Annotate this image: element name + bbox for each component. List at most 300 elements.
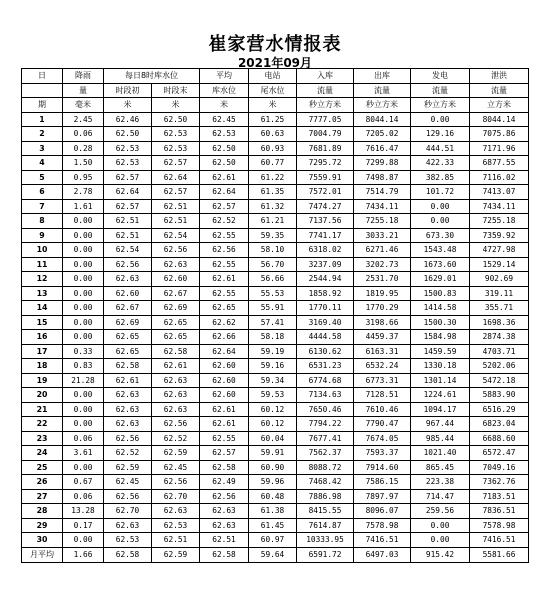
value-cell: 7205.02 bbox=[354, 127, 411, 142]
value-cell: 2531.70 bbox=[354, 272, 411, 287]
table-row bbox=[22, 475, 529, 490]
header-cell bbox=[22, 83, 63, 98]
value-cell: 0.00 bbox=[63, 228, 104, 243]
value-cell: 59.16 bbox=[249, 359, 297, 374]
header-cell: 降雨 bbox=[63, 69, 104, 84]
value-cell: 60.90 bbox=[249, 460, 297, 475]
header-cell: 流量 bbox=[470, 83, 529, 98]
table-row bbox=[22, 156, 529, 171]
value-cell: 0.00 bbox=[411, 199, 470, 214]
header-cell: 电站 bbox=[249, 69, 297, 84]
table-row bbox=[22, 141, 529, 156]
value-cell: 21.28 bbox=[63, 373, 104, 388]
day-cell: 4 bbox=[22, 156, 63, 171]
value-cell: 0.00 bbox=[411, 533, 470, 548]
value-cell: 4727.98 bbox=[470, 243, 529, 258]
value-cell: 7562.37 bbox=[297, 446, 354, 461]
value-cell: 7578.98 bbox=[470, 518, 529, 533]
value-cell: 62.53 bbox=[104, 533, 152, 548]
value-cell: 2.45 bbox=[63, 112, 104, 127]
value-cell: 62.58 bbox=[200, 460, 249, 475]
value-cell: 60.12 bbox=[249, 417, 297, 432]
value-cell: 6572.47 bbox=[470, 446, 529, 461]
day-cell: 8 bbox=[22, 214, 63, 229]
average-label: 月平均 bbox=[22, 547, 63, 562]
value-cell: 7416.51 bbox=[470, 533, 529, 548]
value-cell: 1414.58 bbox=[411, 301, 470, 316]
value-cell: 0.00 bbox=[411, 112, 470, 127]
table-row bbox=[22, 489, 529, 504]
value-cell: 259.56 bbox=[411, 504, 470, 519]
value-cell: 7255.18 bbox=[470, 214, 529, 229]
value-cell: 7674.05 bbox=[354, 431, 411, 446]
table-row bbox=[22, 315, 529, 330]
value-cell: 7741.17 bbox=[297, 228, 354, 243]
report-month: 2021年09月 bbox=[237, 56, 313, 70]
value-cell: 7790.47 bbox=[354, 417, 411, 432]
table-row bbox=[22, 243, 529, 258]
value-cell: 0.00 bbox=[63, 214, 104, 229]
value-cell: 7559.91 bbox=[297, 170, 354, 185]
value-cell: 7498.87 bbox=[354, 170, 411, 185]
value-cell: 7794.22 bbox=[297, 417, 354, 432]
value-cell: 62.59 bbox=[104, 460, 152, 475]
value-cell: 62.65 bbox=[152, 330, 200, 345]
day-cell: 1 bbox=[22, 112, 63, 127]
value-cell: 0.00 bbox=[63, 330, 104, 345]
value-cell: 1543.48 bbox=[411, 243, 470, 258]
value-cell: 7183.51 bbox=[470, 489, 529, 504]
header-cell: 米 bbox=[152, 98, 200, 113]
value-cell: 59.96 bbox=[249, 475, 297, 490]
water-report-table bbox=[21, 68, 529, 563]
average-cell: 6497.03 bbox=[354, 547, 411, 562]
header-cell: 米 bbox=[249, 98, 297, 113]
value-cell: 62.67 bbox=[104, 301, 152, 316]
value-cell: 714.47 bbox=[411, 489, 470, 504]
table-row bbox=[22, 402, 529, 417]
value-cell: 62.66 bbox=[200, 330, 249, 345]
value-cell: 7914.60 bbox=[354, 460, 411, 475]
day-cell: 28 bbox=[22, 504, 63, 519]
value-cell: 673.30 bbox=[411, 228, 470, 243]
header-row-3 bbox=[22, 98, 529, 113]
value-cell: 3202.73 bbox=[354, 257, 411, 272]
value-cell: 1021.40 bbox=[411, 446, 470, 461]
value-cell: 62.63 bbox=[200, 504, 249, 519]
value-cell: 62.56 bbox=[152, 417, 200, 432]
value-cell: 60.12 bbox=[249, 402, 297, 417]
header-cell: 米 bbox=[200, 98, 249, 113]
table-row bbox=[22, 460, 529, 475]
value-cell: 7116.02 bbox=[470, 170, 529, 185]
header-cell: 库水位 bbox=[200, 83, 249, 98]
value-cell: 7359.92 bbox=[470, 228, 529, 243]
value-cell: 61.32 bbox=[249, 199, 297, 214]
day-cell: 10 bbox=[22, 243, 63, 258]
value-cell: 62.62 bbox=[200, 315, 249, 330]
value-cell: 7171.96 bbox=[470, 141, 529, 156]
value-cell: 61.38 bbox=[249, 504, 297, 519]
value-cell: 62.63 bbox=[152, 388, 200, 403]
value-cell: 62.69 bbox=[104, 315, 152, 330]
value-cell: 55.53 bbox=[249, 286, 297, 301]
value-cell: 62.61 bbox=[200, 272, 249, 287]
value-cell: 7616.47 bbox=[354, 141, 411, 156]
value-cell: 62.64 bbox=[152, 170, 200, 185]
value-cell: 1629.01 bbox=[411, 272, 470, 287]
average-cell: 1.66 bbox=[63, 547, 104, 562]
value-cell: 7137.56 bbox=[297, 214, 354, 229]
value-cell: 2874.38 bbox=[470, 330, 529, 345]
value-cell: 6516.29 bbox=[470, 402, 529, 417]
value-cell: 7614.87 bbox=[297, 518, 354, 533]
value-cell: 1698.36 bbox=[470, 315, 529, 330]
value-cell: 62.45 bbox=[104, 475, 152, 490]
value-cell: 59.19 bbox=[249, 344, 297, 359]
value-cell: 3198.66 bbox=[354, 315, 411, 330]
value-cell: 62.63 bbox=[104, 417, 152, 432]
value-cell: 62.45 bbox=[200, 112, 249, 127]
value-cell: 0.00 bbox=[63, 417, 104, 432]
value-cell: 62.56 bbox=[152, 475, 200, 490]
value-cell: 62.57 bbox=[152, 185, 200, 200]
average-cell: 915.42 bbox=[411, 547, 470, 562]
value-cell: 7299.88 bbox=[354, 156, 411, 171]
value-cell: 6532.24 bbox=[354, 359, 411, 374]
header-cell: 尾水位 bbox=[249, 83, 297, 98]
header-cell: 时段初 bbox=[104, 83, 152, 98]
value-cell: 6271.46 bbox=[354, 243, 411, 258]
day-cell: 23 bbox=[22, 431, 63, 446]
value-cell: 62.63 bbox=[152, 257, 200, 272]
value-cell: 1224.61 bbox=[411, 388, 470, 403]
day-cell: 25 bbox=[22, 460, 63, 475]
value-cell: 60.97 bbox=[249, 533, 297, 548]
value-cell: 62.56 bbox=[200, 489, 249, 504]
value-cell: 62.56 bbox=[104, 431, 152, 446]
value-cell: 0.00 bbox=[63, 243, 104, 258]
value-cell: 62.53 bbox=[152, 518, 200, 533]
value-cell: 0.00 bbox=[63, 460, 104, 475]
value-cell: 57.41 bbox=[249, 315, 297, 330]
value-cell: 59.53 bbox=[249, 388, 297, 403]
value-cell: 5202.06 bbox=[470, 359, 529, 374]
day-cell: 14 bbox=[22, 301, 63, 316]
value-cell: 2.78 bbox=[63, 185, 104, 200]
value-cell: 62.65 bbox=[152, 315, 200, 330]
day-cell: 9 bbox=[22, 228, 63, 243]
day-cell: 22 bbox=[22, 417, 63, 432]
value-cell: 0.00 bbox=[63, 402, 104, 417]
day-cell: 6 bbox=[22, 185, 63, 200]
header-cell: 日 bbox=[22, 69, 63, 84]
value-cell: 8096.07 bbox=[354, 504, 411, 519]
day-cell: 11 bbox=[22, 257, 63, 272]
table-row bbox=[22, 199, 529, 214]
table-row bbox=[22, 446, 529, 461]
value-cell: 0.00 bbox=[411, 214, 470, 229]
value-cell: 7610.46 bbox=[354, 402, 411, 417]
day-cell: 17 bbox=[22, 344, 63, 359]
value-cell: 55.91 bbox=[249, 301, 297, 316]
average-cell: 6591.72 bbox=[297, 547, 354, 562]
header-cell: 流量 bbox=[297, 83, 354, 98]
value-cell: 5472.18 bbox=[470, 373, 529, 388]
value-cell: 60.93 bbox=[249, 141, 297, 156]
value-cell: 62.57 bbox=[200, 446, 249, 461]
value-cell: 62.63 bbox=[104, 402, 152, 417]
day-cell: 20 bbox=[22, 388, 63, 403]
value-cell: 62.63 bbox=[104, 518, 152, 533]
value-cell: 60.04 bbox=[249, 431, 297, 446]
value-cell: 56.70 bbox=[249, 257, 297, 272]
value-cell: 7434.11 bbox=[354, 199, 411, 214]
header-cell: 平均 bbox=[200, 69, 249, 84]
value-cell: 62.63 bbox=[104, 272, 152, 287]
value-cell: 0.83 bbox=[63, 359, 104, 374]
value-cell: 62.57 bbox=[104, 170, 152, 185]
value-cell: 62.55 bbox=[200, 257, 249, 272]
table-row bbox=[22, 301, 529, 316]
value-cell: 62.49 bbox=[200, 475, 249, 490]
value-cell: 7836.51 bbox=[470, 504, 529, 519]
value-cell: 7128.51 bbox=[354, 388, 411, 403]
value-cell: 62.57 bbox=[200, 199, 249, 214]
value-cell: 6318.02 bbox=[297, 243, 354, 258]
value-cell: 62.51 bbox=[104, 228, 152, 243]
value-cell: 61.35 bbox=[249, 185, 297, 200]
value-cell: 62.54 bbox=[104, 243, 152, 258]
value-cell: 1673.60 bbox=[411, 257, 470, 272]
value-cell: 61.45 bbox=[249, 518, 297, 533]
table-row bbox=[22, 373, 529, 388]
value-cell: 59.35 bbox=[249, 228, 297, 243]
value-cell: 7777.05 bbox=[297, 112, 354, 127]
value-cell: 62.61 bbox=[200, 417, 249, 432]
value-cell: 1094.17 bbox=[411, 402, 470, 417]
value-cell: 1770.11 bbox=[297, 301, 354, 316]
header-cell: 毫米 bbox=[63, 98, 104, 113]
value-cell: 0.00 bbox=[63, 533, 104, 548]
header-cell: 秒立方米 bbox=[411, 98, 470, 113]
value-cell: 62.69 bbox=[152, 301, 200, 316]
value-cell: 5883.90 bbox=[470, 388, 529, 403]
value-cell: 7416.51 bbox=[354, 533, 411, 548]
value-cell: 62.61 bbox=[200, 402, 249, 417]
value-cell: 62.58 bbox=[104, 359, 152, 374]
header-cell: 秒立方米 bbox=[297, 98, 354, 113]
value-cell: 62.65 bbox=[200, 301, 249, 316]
value-cell: 444.51 bbox=[411, 141, 470, 156]
day-cell: 3 bbox=[22, 141, 63, 156]
value-cell: 61.21 bbox=[249, 214, 297, 229]
table-row bbox=[22, 228, 529, 243]
table-row bbox=[22, 286, 529, 301]
value-cell: 62.50 bbox=[152, 112, 200, 127]
value-cell: 62.52 bbox=[152, 431, 200, 446]
value-cell: 0.67 bbox=[63, 475, 104, 490]
average-cell: 62.58 bbox=[200, 547, 249, 562]
value-cell: 62.63 bbox=[152, 373, 200, 388]
value-cell: 1819.95 bbox=[354, 286, 411, 301]
value-cell: 62.60 bbox=[152, 272, 200, 287]
value-cell: 7593.37 bbox=[354, 446, 411, 461]
value-cell: 6531.23 bbox=[297, 359, 354, 374]
value-cell: 7134.63 bbox=[297, 388, 354, 403]
day-cell: 18 bbox=[22, 359, 63, 374]
day-cell: 27 bbox=[22, 489, 63, 504]
value-cell: 1.50 bbox=[63, 156, 104, 171]
value-cell: 10333.95 bbox=[297, 533, 354, 548]
value-cell: 62.70 bbox=[104, 504, 152, 519]
header-cell: 流量 bbox=[354, 83, 411, 98]
value-cell: 7650.46 bbox=[297, 402, 354, 417]
value-cell: 62.63 bbox=[152, 504, 200, 519]
value-cell: 59.34 bbox=[249, 373, 297, 388]
value-cell: 7413.07 bbox=[470, 185, 529, 200]
value-cell: 62.50 bbox=[200, 156, 249, 171]
value-cell: 8415.55 bbox=[297, 504, 354, 519]
value-cell: 6823.04 bbox=[470, 417, 529, 432]
value-cell: 62.55 bbox=[200, 228, 249, 243]
average-cell: 59.64 bbox=[249, 547, 297, 562]
value-cell: 3169.40 bbox=[297, 315, 354, 330]
value-cell: 6877.55 bbox=[470, 156, 529, 171]
value-cell: 1.61 bbox=[63, 199, 104, 214]
value-cell: 4703.71 bbox=[470, 344, 529, 359]
value-cell: 967.44 bbox=[411, 417, 470, 432]
value-cell: 3033.21 bbox=[354, 228, 411, 243]
value-cell: 62.51 bbox=[152, 199, 200, 214]
value-cell: 1858.92 bbox=[297, 286, 354, 301]
value-cell: 1529.14 bbox=[470, 257, 529, 272]
value-cell: 7075.86 bbox=[470, 127, 529, 142]
day-cell: 16 bbox=[22, 330, 63, 345]
value-cell: 62.53 bbox=[200, 127, 249, 142]
value-cell: 8044.14 bbox=[354, 112, 411, 127]
value-cell: 62.45 bbox=[152, 460, 200, 475]
header-cell: 每日8时库水位 bbox=[104, 69, 200, 84]
value-cell: 7362.76 bbox=[470, 475, 529, 490]
value-cell: 62.58 bbox=[152, 344, 200, 359]
value-cell: 7468.42 bbox=[297, 475, 354, 490]
value-cell: 62.52 bbox=[104, 446, 152, 461]
day-cell: 19 bbox=[22, 373, 63, 388]
day-cell: 24 bbox=[22, 446, 63, 461]
value-cell: 62.51 bbox=[104, 214, 152, 229]
value-cell: 382.85 bbox=[411, 170, 470, 185]
value-cell: 7049.16 bbox=[470, 460, 529, 475]
average-cell: 62.58 bbox=[104, 547, 152, 562]
value-cell: 62.65 bbox=[104, 344, 152, 359]
value-cell: 62.63 bbox=[152, 402, 200, 417]
table-row bbox=[22, 344, 529, 359]
value-cell: 0.95 bbox=[63, 170, 104, 185]
value-cell: 7681.89 bbox=[297, 141, 354, 156]
value-cell: 0.00 bbox=[63, 301, 104, 316]
value-cell: 7295.72 bbox=[297, 156, 354, 171]
value-cell: 6774.68 bbox=[297, 373, 354, 388]
value-cell: 985.44 bbox=[411, 431, 470, 446]
value-cell: 62.56 bbox=[104, 257, 152, 272]
value-cell: 62.57 bbox=[104, 199, 152, 214]
value-cell: 7578.98 bbox=[354, 518, 411, 533]
table-row bbox=[22, 504, 529, 519]
value-cell: 58.18 bbox=[249, 330, 297, 345]
value-cell: 1330.18 bbox=[411, 359, 470, 374]
value-cell: 62.51 bbox=[152, 533, 200, 548]
table-row bbox=[22, 112, 529, 127]
value-cell: 7572.01 bbox=[297, 185, 354, 200]
table-row bbox=[22, 431, 529, 446]
header-cell: 时段末 bbox=[152, 83, 200, 98]
value-cell: 62.60 bbox=[200, 388, 249, 403]
header-cell: 流量 bbox=[411, 83, 470, 98]
day-cell: 13 bbox=[22, 286, 63, 301]
value-cell: 62.55 bbox=[200, 286, 249, 301]
table-row bbox=[22, 214, 529, 229]
header-cell: 发电 bbox=[411, 69, 470, 84]
value-cell: 61.22 bbox=[249, 170, 297, 185]
value-cell: 62.53 bbox=[104, 156, 152, 171]
value-cell: 865.45 bbox=[411, 460, 470, 475]
monthly-average-row bbox=[22, 547, 529, 562]
value-cell: 355.71 bbox=[470, 301, 529, 316]
value-cell: 62.51 bbox=[200, 533, 249, 548]
header-cell: 秒立方米 bbox=[354, 98, 411, 113]
value-cell: 7004.79 bbox=[297, 127, 354, 142]
value-cell: 2544.94 bbox=[297, 272, 354, 287]
value-cell: 62.56 bbox=[104, 489, 152, 504]
value-cell: 7586.15 bbox=[354, 475, 411, 490]
value-cell: 62.70 bbox=[152, 489, 200, 504]
value-cell: 62.67 bbox=[152, 286, 200, 301]
value-cell: 62.63 bbox=[104, 388, 152, 403]
value-cell: 62.65 bbox=[104, 330, 152, 345]
header-cell: 米 bbox=[104, 98, 152, 113]
header-cell: 泄洪 bbox=[470, 69, 529, 84]
header-cell: 入库 bbox=[297, 69, 354, 84]
value-cell: 8088.72 bbox=[297, 460, 354, 475]
header-row-1 bbox=[22, 69, 529, 84]
value-cell: 7255.18 bbox=[354, 214, 411, 229]
value-cell: 4444.58 bbox=[297, 330, 354, 345]
value-cell: 4459.37 bbox=[354, 330, 411, 345]
value-cell: 62.53 bbox=[104, 141, 152, 156]
value-cell: 62.52 bbox=[200, 214, 249, 229]
value-cell: 0.00 bbox=[63, 315, 104, 330]
value-cell: 62.46 bbox=[104, 112, 152, 127]
value-cell: 0.00 bbox=[63, 286, 104, 301]
value-cell: 60.77 bbox=[249, 156, 297, 171]
value-cell: 319.11 bbox=[470, 286, 529, 301]
header-cell: 量 bbox=[63, 83, 104, 98]
day-cell: 26 bbox=[22, 475, 63, 490]
value-cell: 62.54 bbox=[152, 228, 200, 243]
value-cell: 1301.14 bbox=[411, 373, 470, 388]
value-cell: 60.63 bbox=[249, 127, 297, 142]
value-cell: 7897.97 bbox=[354, 489, 411, 504]
day-cell: 2 bbox=[22, 127, 63, 142]
value-cell: 62.50 bbox=[104, 127, 152, 142]
table-row bbox=[22, 359, 529, 374]
day-cell: 7 bbox=[22, 199, 63, 214]
value-cell: 62.60 bbox=[104, 286, 152, 301]
value-cell: 62.51 bbox=[152, 214, 200, 229]
value-cell: 0.00 bbox=[63, 257, 104, 272]
value-cell: 8044.14 bbox=[470, 112, 529, 127]
